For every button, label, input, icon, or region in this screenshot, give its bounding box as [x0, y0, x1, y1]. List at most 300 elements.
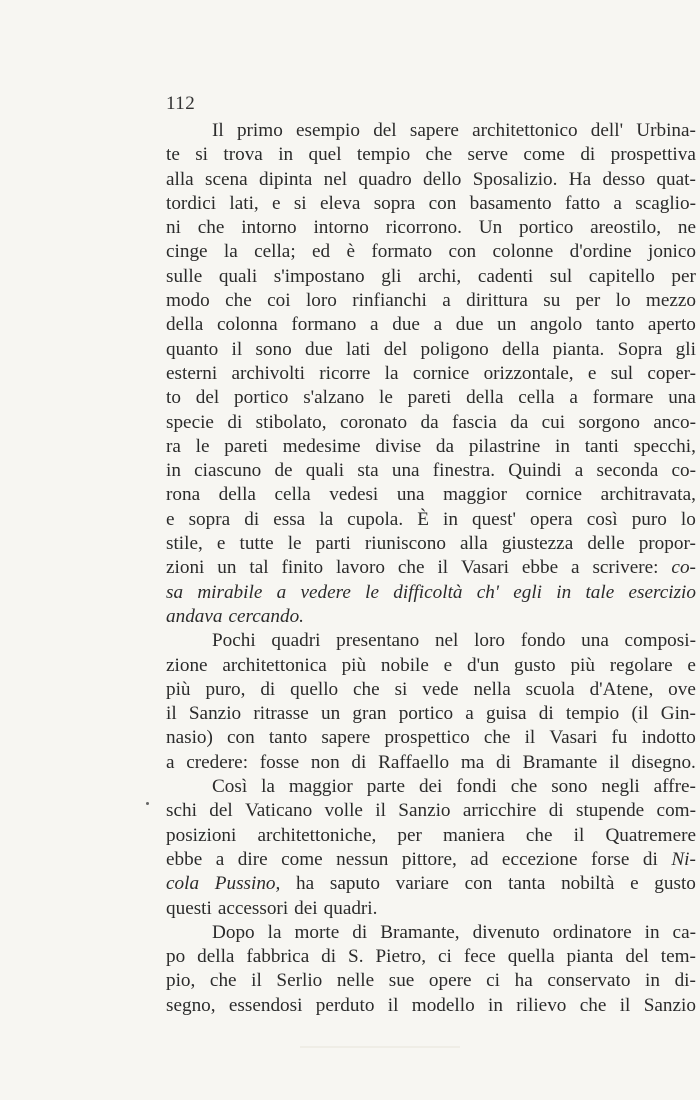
word: le [365, 581, 379, 603]
word: da [510, 411, 529, 433]
word: tanto [268, 727, 308, 749]
word: in [488, 994, 503, 1016]
word: di [352, 921, 368, 943]
word: le [195, 435, 210, 457]
word: del [383, 338, 408, 360]
word: cui [541, 411, 566, 433]
text-line [166, 119, 696, 143]
word: ne [677, 217, 696, 239]
word: Pochi [212, 630, 256, 652]
word: che [209, 970, 237, 992]
word: fece [463, 946, 496, 968]
word: che [397, 557, 425, 579]
word: seconda [596, 460, 659, 482]
word: coper- [647, 362, 696, 384]
word: fu [611, 727, 628, 749]
paper-shadow [300, 1046, 460, 1048]
word: formano [291, 314, 357, 336]
word: regolare [609, 654, 673, 676]
word: Sanzio [643, 994, 696, 1016]
word: gli [381, 265, 402, 287]
word: dello [423, 168, 462, 190]
word: pittore, [401, 848, 457, 870]
word: Urbina- [636, 120, 696, 141]
paragraph-2 [166, 629, 696, 775]
word: co- [671, 557, 696, 579]
text-line [166, 265, 696, 289]
word: intorno [313, 217, 369, 239]
word: sapere [409, 120, 459, 141]
word: volle [324, 800, 363, 822]
word: la [384, 362, 399, 384]
word: in [442, 508, 458, 530]
word: di [260, 678, 276, 700]
word: su [543, 290, 561, 312]
word: scrivere: [592, 557, 659, 579]
text-line [166, 897, 696, 921]
word: esercizio [628, 581, 696, 603]
word: che [579, 994, 607, 1016]
word: affre- [653, 776, 696, 798]
word: e [443, 654, 453, 676]
word: fascia [452, 411, 497, 433]
word: la [267, 921, 282, 943]
word: Un [478, 217, 503, 239]
word: specie [166, 411, 214, 433]
word: di [227, 411, 243, 433]
word: formato [371, 241, 433, 263]
word: due [305, 338, 333, 360]
word: delle [587, 533, 625, 555]
word: di [351, 751, 367, 773]
word: quanto [166, 338, 219, 360]
word: pianta. [552, 338, 605, 360]
word: Quindi [508, 460, 562, 482]
word: sono [255, 338, 292, 360]
word: cella [274, 484, 311, 506]
word: che [197, 217, 225, 239]
word: dell' [590, 120, 624, 141]
word: credere: [186, 751, 249, 773]
word: ebbe [521, 557, 559, 579]
word: di [496, 751, 511, 773]
word: in [166, 460, 181, 482]
word: co- [671, 460, 696, 482]
word: cadenti [477, 265, 534, 287]
word: a [574, 460, 584, 482]
word: lo [680, 508, 696, 530]
word: Raffaello [378, 751, 450, 773]
word: che [353, 678, 380, 700]
word: formare [592, 387, 654, 409]
word: sorgono [578, 411, 640, 433]
word: cercando. [228, 605, 304, 627]
word: rona [166, 484, 201, 506]
word: della [197, 946, 235, 968]
word: e [630, 873, 639, 895]
word: Sanzio [398, 800, 451, 822]
word: sopra [373, 192, 416, 214]
word: fondi [456, 776, 497, 798]
word: te [166, 144, 180, 166]
word: tordici [166, 192, 217, 214]
word: più [166, 678, 191, 700]
word: scena [205, 168, 248, 190]
word: con [448, 241, 477, 263]
word: più [570, 654, 595, 676]
word: pilastrine [468, 435, 541, 457]
word: egli [513, 581, 543, 603]
word: lavoro [335, 557, 385, 579]
word: della [466, 387, 504, 409]
word: a [166, 751, 175, 773]
word: cella [518, 387, 555, 409]
word: fondo [520, 630, 566, 652]
word: quella [507, 946, 555, 968]
word: sulle [166, 265, 203, 287]
word: sul [610, 362, 634, 384]
word: ebbe [166, 848, 203, 870]
word: eccezione [501, 848, 578, 870]
word: della [502, 338, 540, 360]
word: perduto [315, 994, 375, 1016]
word: che [510, 776, 538, 798]
word: stile, [166, 533, 203, 555]
word: a [442, 290, 451, 312]
word: quest' [471, 508, 516, 530]
word: cornice [412, 362, 470, 384]
word: ritrasse [253, 703, 309, 725]
word: quadri [271, 630, 321, 652]
word: propor- [638, 533, 696, 555]
word: vedere [300, 581, 351, 603]
word: trova [223, 144, 263, 166]
word: come [281, 848, 323, 870]
word: essa [273, 508, 306, 530]
word: di [548, 800, 564, 822]
word: nobile [380, 654, 429, 676]
word: a [215, 848, 225, 870]
word: due [455, 314, 484, 336]
word: una [668, 387, 696, 409]
word: cupola. [347, 508, 404, 530]
word: accessori [217, 897, 289, 919]
word: architettonico [472, 120, 578, 141]
word: Ha [568, 168, 592, 190]
word: fabbrica [246, 946, 310, 968]
word: tempio [565, 703, 620, 725]
word: d'un [467, 654, 500, 676]
word: di [642, 848, 658, 870]
word: riuniscono [364, 533, 446, 555]
word: a [569, 387, 578, 409]
word: si [394, 678, 408, 700]
text-line [166, 483, 696, 507]
text-line [166, 338, 696, 362]
word: il [608, 751, 620, 773]
word: e [216, 533, 226, 555]
word: angolo [530, 314, 583, 336]
text-line [166, 435, 696, 459]
word: d'Atene, [589, 678, 654, 700]
word: tanta [508, 873, 546, 895]
word: ha [514, 970, 533, 992]
word: nella [473, 678, 511, 700]
word: ciascuno [194, 460, 262, 482]
word: ci [486, 970, 500, 992]
word: ra [166, 435, 181, 457]
word: lo [615, 290, 631, 312]
word: la [223, 241, 238, 263]
word: la [261, 776, 275, 798]
word: e [587, 362, 597, 384]
word: quel [308, 144, 342, 166]
word: a [465, 703, 474, 725]
word: Gin- [660, 703, 696, 725]
word: quali [305, 460, 345, 482]
word: rilievo [516, 994, 567, 1016]
word: ed [312, 241, 331, 263]
word: Vaticano [245, 800, 313, 822]
word: sapere [321, 727, 371, 749]
word: cola [166, 873, 200, 895]
word: del [195, 387, 220, 409]
text-line [166, 678, 696, 702]
text-line [166, 508, 696, 532]
word: d'ordine [569, 241, 632, 263]
word: si [293, 192, 307, 214]
word: di [538, 703, 554, 725]
word: una [581, 630, 609, 652]
paragraph-3 [166, 775, 696, 921]
word: cinge [166, 241, 208, 263]
word: ricorrono. [385, 217, 462, 239]
text-line [166, 799, 696, 823]
word: si [195, 144, 209, 166]
word: medesime [282, 435, 361, 457]
word: con [464, 873, 493, 895]
text-line [166, 921, 696, 945]
word: alla [460, 533, 488, 555]
word: prospettiva [610, 144, 696, 166]
word: del [373, 120, 397, 141]
word: zioni [166, 557, 205, 579]
text-line [166, 751, 696, 775]
word: esterni [166, 362, 218, 384]
word: in [554, 435, 570, 457]
word: fatto [564, 192, 601, 214]
word: conservato [547, 970, 631, 992]
word: architravata, [600, 484, 696, 506]
word: jonico [648, 241, 696, 263]
text-line [166, 192, 696, 216]
word: archi, [418, 265, 462, 287]
word: variare [395, 873, 449, 895]
word: il [231, 338, 243, 360]
word: pianta [566, 946, 614, 968]
word: zione [166, 654, 208, 676]
text-line [166, 726, 696, 750]
word: la [319, 508, 334, 530]
word: tem- [660, 946, 696, 968]
word: colonne [492, 241, 554, 263]
word: nel [323, 168, 348, 190]
word: maggior [288, 776, 353, 798]
word: il [524, 727, 536, 749]
word: aperto [647, 314, 696, 336]
word: di [321, 946, 337, 968]
word: più [341, 654, 367, 676]
word: indotto [641, 727, 696, 749]
word: e [272, 192, 281, 214]
word: dirittura [466, 290, 528, 312]
word: guisa [486, 703, 527, 725]
word: (il [631, 703, 649, 725]
word: segno, [166, 994, 216, 1016]
word: tale [585, 581, 615, 603]
word: anco- [653, 411, 696, 433]
word: intorno [241, 217, 297, 239]
word: fosse [259, 751, 300, 773]
word: scaglio- [635, 192, 696, 214]
word: ad [470, 848, 489, 870]
word: le [287, 533, 302, 555]
text-line [166, 824, 696, 848]
word: di- [674, 970, 696, 992]
text-line [166, 532, 696, 556]
word: come [523, 144, 565, 166]
text-line [166, 313, 696, 337]
word: modo [166, 290, 210, 312]
word: sopra [188, 508, 231, 530]
text-line [166, 240, 696, 264]
word: del [625, 946, 649, 968]
word: il [619, 994, 631, 1016]
text-line [166, 629, 696, 653]
text-line [166, 994, 696, 1018]
word: il [166, 703, 177, 725]
word: in [645, 970, 660, 992]
word: morte [294, 921, 340, 943]
word: della [218, 484, 256, 506]
word: non [310, 751, 340, 773]
word: stibolato, [255, 411, 327, 433]
text-line [166, 168, 696, 192]
word: poligono [420, 338, 489, 360]
word: basamento [469, 192, 552, 214]
word: Vasari [461, 557, 509, 579]
word: Il [212, 120, 224, 141]
word: mirabile [197, 581, 263, 603]
text-line [166, 386, 696, 410]
word: composi- [624, 630, 696, 652]
paragraph-1 [166, 119, 696, 629]
word: gli [675, 338, 696, 360]
word: Bramante [522, 751, 598, 773]
word: posizioni [166, 824, 237, 846]
word: vede [422, 678, 459, 700]
word: ci [438, 946, 452, 968]
word: quat- [656, 168, 696, 190]
text-line [166, 775, 696, 799]
word: ma [460, 751, 485, 773]
word: in [644, 921, 660, 943]
word: ordinatore [552, 921, 632, 943]
word: nobiltà [561, 873, 615, 895]
word: dei [294, 897, 318, 919]
word: a [276, 581, 287, 603]
word: tutte [239, 533, 274, 555]
page-number: 112 [166, 93, 196, 114]
word: a [571, 557, 580, 579]
word: con [227, 727, 255, 749]
word: puro, [205, 678, 246, 700]
word: opere [428, 970, 472, 992]
word: tal [249, 557, 269, 579]
word: modello [411, 994, 475, 1016]
word: Sanzio [188, 703, 242, 725]
word: ni [166, 217, 181, 239]
word: s'impostano [273, 265, 365, 287]
text-line [166, 581, 696, 605]
word: parti [315, 533, 351, 555]
word: sue [388, 970, 415, 992]
word: saputo [329, 873, 380, 895]
word: Pussino, [214, 873, 281, 895]
word: ricorre [319, 362, 371, 384]
word: di [244, 508, 260, 530]
word: pio, [166, 970, 196, 992]
word: architettoniche, [257, 824, 377, 846]
word: scuola [525, 678, 575, 700]
word: cella; [254, 241, 296, 263]
word: mezzo [645, 290, 696, 312]
text-line [166, 872, 696, 896]
word: e [166, 508, 175, 530]
word: loro [474, 630, 505, 652]
word: un [217, 557, 237, 579]
word: divise [375, 435, 422, 457]
text-line [166, 945, 696, 969]
word: da [435, 435, 455, 457]
word: Bramante, [380, 921, 460, 943]
word: difficoltà [393, 581, 463, 603]
word: a [433, 314, 443, 336]
word: dei [418, 776, 443, 798]
word: Così [212, 776, 248, 798]
word: quello [290, 678, 339, 700]
word: di [580, 144, 596, 166]
word: ove [668, 678, 696, 700]
word: Ni- [671, 848, 696, 870]
word: che [525, 824, 553, 846]
word: opera [530, 508, 573, 530]
word: stupende [575, 800, 645, 822]
word: Sopra [617, 338, 663, 360]
word: de [274, 460, 293, 482]
word: areostilo, [590, 217, 662, 239]
word: specchi, [633, 435, 696, 457]
word: il [251, 970, 262, 992]
word: prospettico [384, 727, 470, 749]
word: un [497, 314, 517, 336]
word: puro [631, 508, 667, 530]
word: le [379, 387, 393, 409]
word: il [375, 800, 386, 822]
word: con [428, 192, 457, 214]
word: in [278, 144, 294, 166]
word: ha [296, 873, 315, 895]
